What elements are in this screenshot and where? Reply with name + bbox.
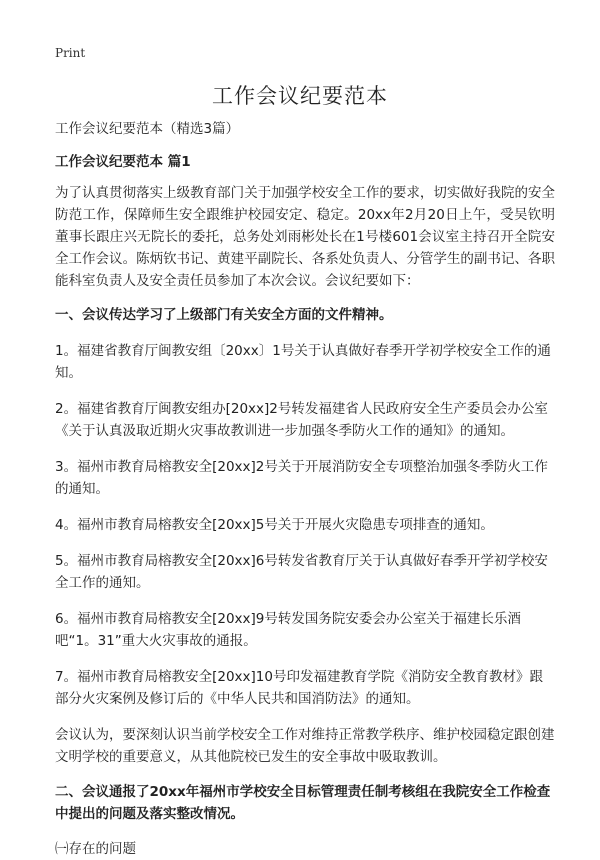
list-item: 4。福州市教育局榕教安全[20xx]5号关于开展火灾隐患专项排查的通知。 (55, 517, 494, 533)
page-title: 工作会议纪要范本 (212, 84, 388, 108)
document-list (55, 340, 555, 710)
subheading: ㈠存在的问题 (55, 841, 136, 857)
list-item: 3。福州市教育局榕教安全[20xx]2号关于开展消防安全专项整治加强冬季防火工作的通知。 (55, 459, 548, 497)
heading-one: 一、会议传达学习了上级部门有关安全方面的文件精神。 (55, 307, 393, 323)
list-item: 7。福州市教育局榕教安全[20xx]10号印发福建教育学院《消防安全教育教材》跟部分火灾案例及修订后的《中华人民共和国消防法》的通知。 (55, 669, 543, 707)
list-item: 5。福州市教育局榕教安全[20xx]6号转发省教育厅关于认真做好春季开学初学校安全工作的通知。 (55, 553, 548, 591)
document-subtitle: 工作会议纪要范本（精选3篇） (55, 121, 240, 137)
section-title: 工作会议纪要范本 篇1 (55, 154, 191, 170)
list-item: 6。福州市教育局榕教安全[20xx]9号转发国务院安委会办公室关于福建长乐酒吧“1。31”重大火灾事故的通报。 (55, 611, 521, 649)
intro-paragraph: 为了认真贯彻落实上级教育部门关于加强学校安全工作的要求，切实做好我院的安全防范工作，保障师生安全跟维护校园安定、稳定。20xx年2月20日上午，受吴钦明董事长跟庄兴无院长的委托，总务处刘雨彬处长在1号楼601会议室主持召开全院安全工作会议。陈炳钦书记、黄建平副院长、各系处负责人、分管学生的副书记、各职能科室负责人及安全责任员参加了本次会议。会议纪要如下： (55, 185, 555, 289)
heading-two: 二、会议通报了20xx年福州市学校安全目标管理责任制考核组在我院安全工作检查中提出的问题及落实整改情况。 (55, 784, 551, 822)
print-link[interactable]: Print (55, 46, 86, 60)
list-item: 1。福建省教育厅闽教安组〔20xx〕1号关于认真做好春季开学初学校安全工作的通知。 (55, 343, 551, 381)
document-body (55, 118, 555, 860)
conclusion-paragraph: 会议认为，要深刻认识当前学校安全工作对维持正常教学秩序、维护校园稳定跟创建文明学校的重要意义，从其他院校已发生的安全事故中吸取教训。 (55, 727, 555, 765)
list-item: 2。福建省教育厅闽教安组办[20xx]2号转发福建省人民政府安全生产委员会办公室《关于认真汲取近期火灾事故教训进一步加强冬季防火工作的通知》的通知。 (55, 401, 548, 439)
